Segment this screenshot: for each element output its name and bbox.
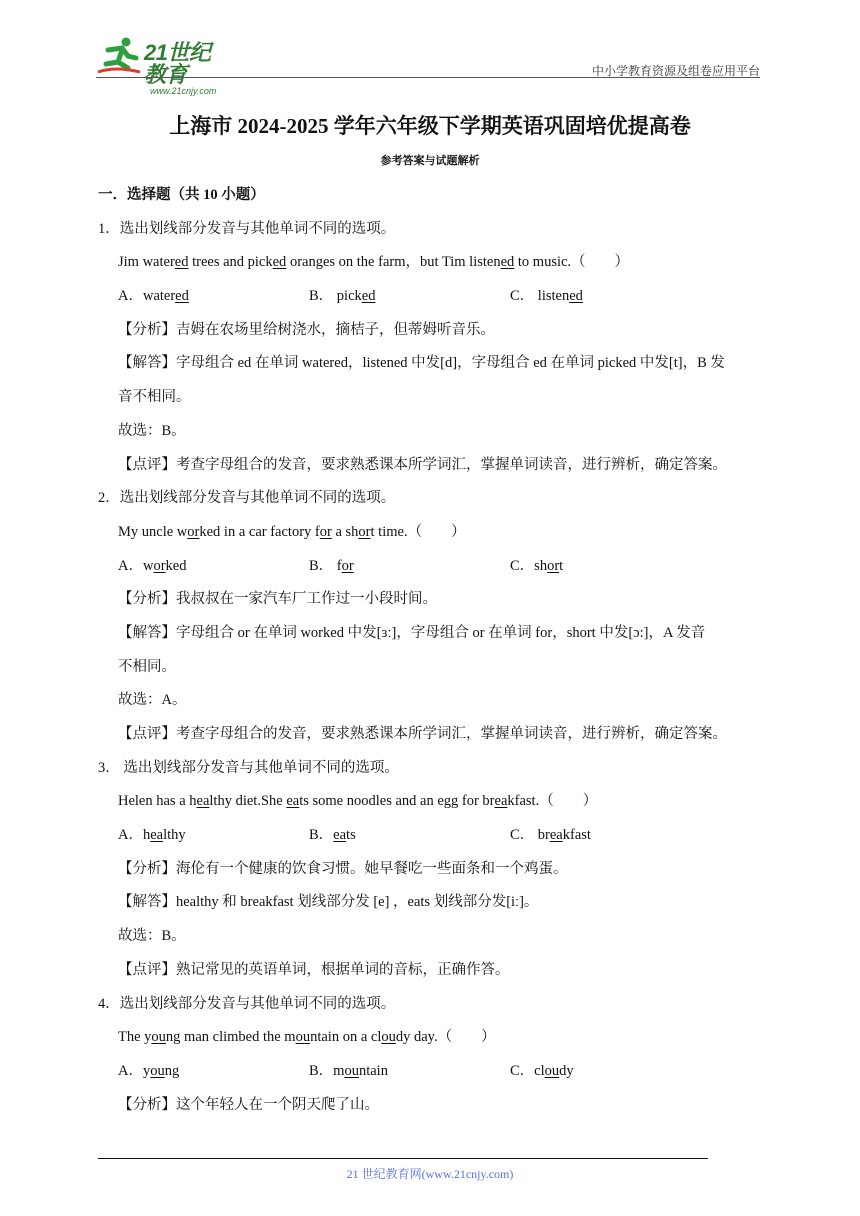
option-a: A．watered [118,288,189,305]
section-heading: 一．选择题（共 10 小题） [98,187,265,203]
header-divider [96,77,760,78]
question-3-sentence: Helen has a healthy diet.She eats some noodles and an egg for breakfast.（ ） [118,793,598,810]
question-2-stem: 2．选出划线部分发音与其他单词不同的选项。 [98,490,396,507]
question-2-comment: 【点评】考查字母组合的发音，要求熟悉课本所学词汇，掌握单词读音，进行辨析，确定答案。 [118,726,727,742]
question-2-analysis: 【分析】我叔叔在一家汽车厂工作过一小段时间。 [118,591,437,608]
option-a: A．young [118,1062,180,1079]
option-a: A．healthy [118,827,186,844]
question-3-analysis: 【分析】海伦有一个健康的饮食习惯。她早餐吃一些面条和一个鸡蛋。 [118,860,568,877]
page-footer: 21 世纪教育网(www.21cnjy.com) [346,1167,514,1181]
option-a: A．worked [118,557,187,574]
logo-wordmark: 21世纪教育 [144,40,211,87]
question-3-options [98,823,766,857]
question-1-answer-line-2: 音不相同。 [118,389,191,406]
question-4-stem: 4．选出划线部分发音与其他单词不同的选项。 [98,995,396,1012]
question-2-sentence: My uncle worked in a car factory for a short time.（ ） [118,523,466,540]
question-4-sentence: The young man climbed the mountain on a cloudy day.（ ） [118,1029,496,1046]
logo-url: www.21cnjy.com [150,86,217,96]
question-2-answer-line-2: 不相同。 [118,658,176,675]
question-2-options [98,554,766,588]
question-1-comment: 【点评】考查字母组合的发音，要求熟悉课本所学词汇，掌握单词读音，进行辨析，确定答案。 [118,456,727,473]
document-body [98,183,766,1126]
footer-divider [98,1158,708,1159]
question-4-analysis: 【分析】这个年轻人在一个阴天爬了山。 [118,1096,379,1113]
document-subtitle: 参考答案与试题解析 [380,155,480,167]
question-1-stem: 1．选出划线部分发音与其他单词不同的选项。 [98,220,396,237]
question-3-stem: 3． 选出划线部分发音与其他单词不同的选项。 [98,759,399,776]
question-3-answer: 【解答】healthy 和 breakfast 划线部分发 [e] ，eats 划线部分发[iː]。 [118,894,539,911]
option-b: B． for [309,557,354,574]
option-c: C．cloudy [510,1062,574,1079]
page-header [96,36,760,96]
question-2-choice: 故选：A。 [118,692,187,709]
option-c: C． breakfast [510,827,591,844]
question-1-analysis: 【分析】吉姆在农场里给树浇水，摘桔子，但蒂姆听音乐。 [118,321,495,338]
platform-name: 中小学教育资源及组卷应用平台 [591,64,760,78]
question-1-choice: 故选：B。 [118,422,186,439]
logo [96,36,217,96]
option-c: C．short [510,557,564,574]
option-b: B．mountain [309,1062,388,1079]
option-c: C． listened [510,288,583,305]
option-b: B． picked [309,288,376,305]
question-4-options [98,1059,766,1093]
question-1-sentence: Jim watered trees and picked oranges on the farm，but Tim listened to music.（ ） [118,254,630,271]
option-b: B．eats [309,827,356,844]
question-2-answer-line-1: 【解答】字母组合 or 在单词 worked 中发[ɜː]，字母组合 or 在单词 for，short 中发[ɔ:]，A 发音 [118,624,706,641]
question-3-choice: 故选：B。 [118,928,186,945]
runner-logo-icon [96,36,142,76]
document-title: 上海市 2024-2025 学年六年级下学期英语巩固培优提高卷 [169,114,691,138]
question-3-comment: 【点评】熟记常见的英语单词，根据单词的音标，正确作答。 [118,961,510,978]
question-1-options [98,284,766,318]
question-1-answer-line-1: 【解答】字母组合 ed 在单词 watered，listened 中发[d]，字母组合 ed 在单词 picked 中发[t]，B 发 [118,355,725,372]
